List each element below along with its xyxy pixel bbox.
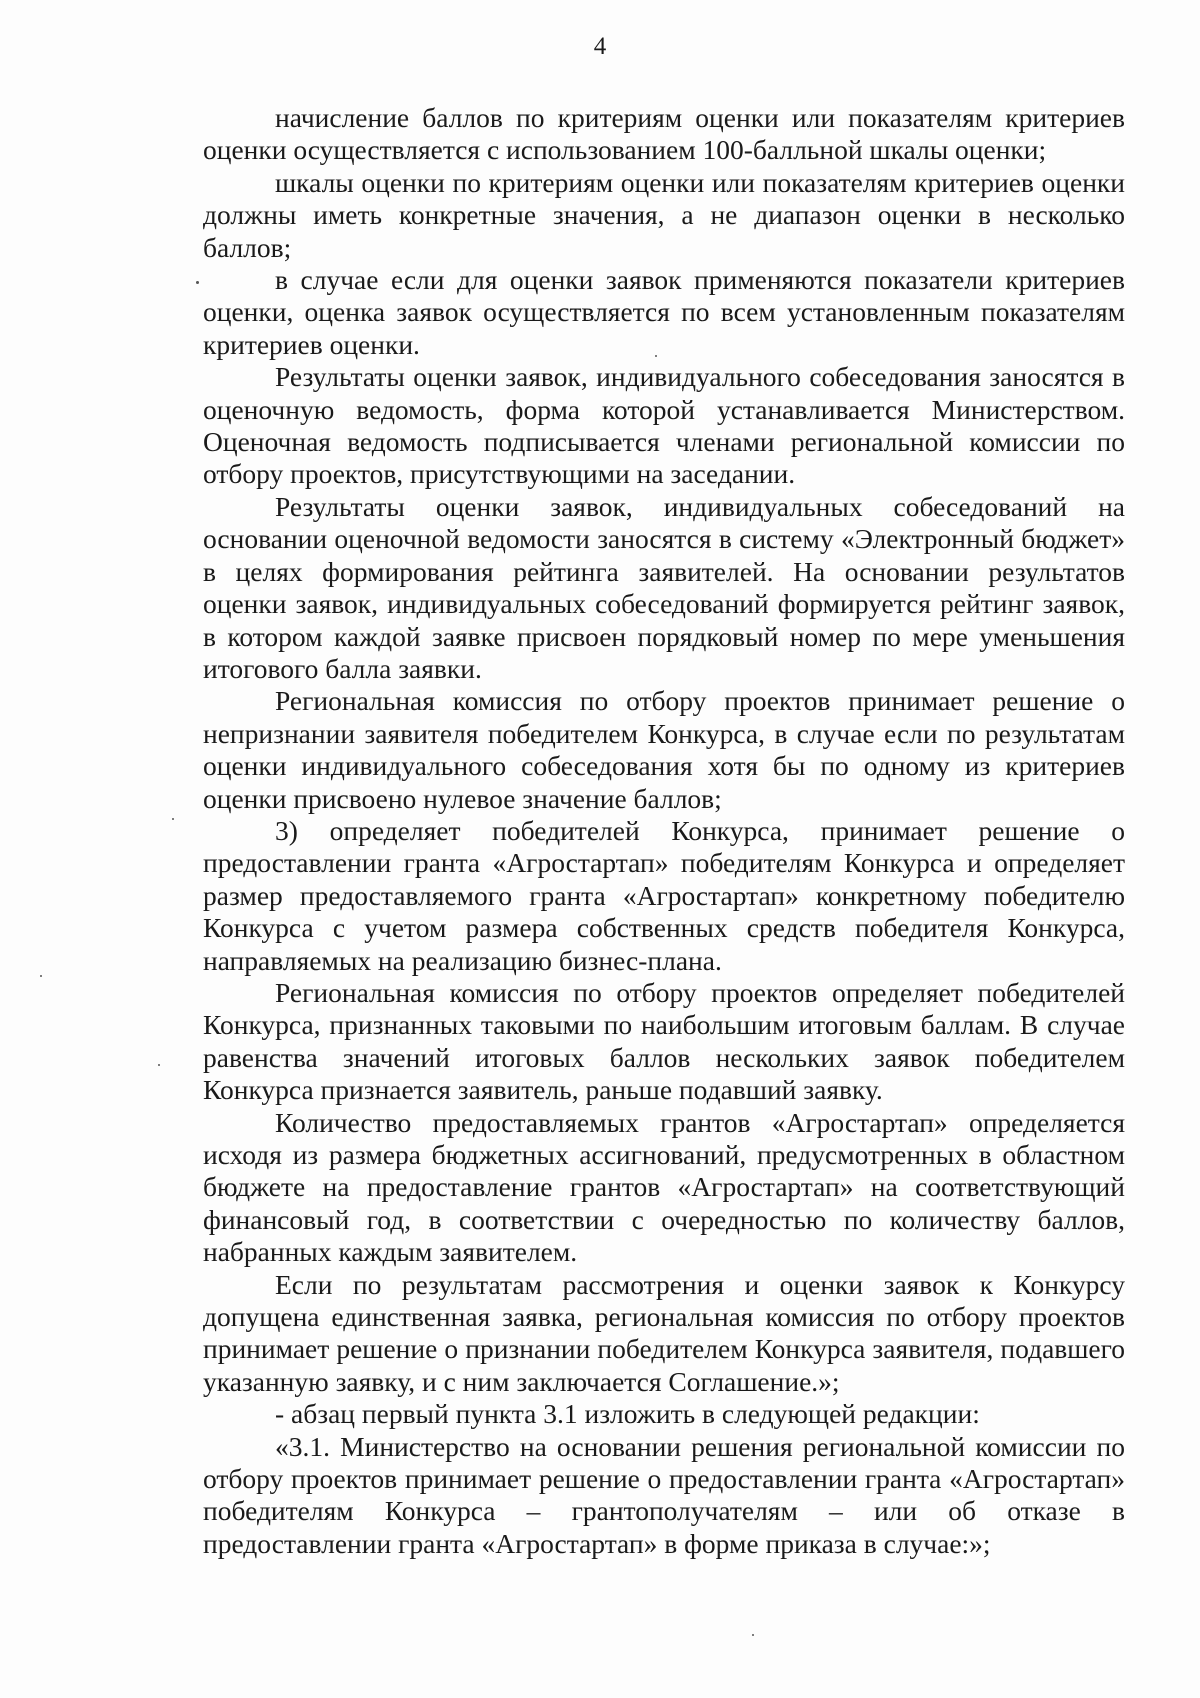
page-number: 4 xyxy=(593,33,607,60)
document-body xyxy=(203,102,1125,1560)
paragraph-scale-values: шкалы оценки по критериям оценки или показателям критериев оценки должны иметь конкретные значения, а не диапазон оценки в несколько баллов; xyxy=(203,166,1125,263)
scan-speck xyxy=(172,818,174,820)
scan-speck xyxy=(752,1634,754,1636)
paragraph-single-application: Если по результатам рассмотрения и оценки заявок к Конкурсу допущена единственная заявка, региональная комиссия по отбору проектов принимает решение о признании победителем Конкурса заявителя, подавшего указанную заявку, и с ним заключается Соглашение.»; xyxy=(203,1268,1125,1397)
scan-speck xyxy=(40,975,42,977)
scan-speck xyxy=(196,281,199,284)
paragraph-section-3-1: «3.1. Министерство на основании решения региональной комиссии по отбору проектов принимает решение о предоставлении гранта «Агростартап» победителям Конкурса – грантополучателям – или об отказе в предоставлении гранта «Агростартап» в форме приказа в случае:»; xyxy=(203,1430,1125,1559)
paragraph-amendment-intro: - абзац первый пункта 3.1 изложить в следующей редакции: xyxy=(275,1398,980,1430)
paragraph-rating: Результаты оценки заявок, индивидуальных собеседований на основании оценочной ведомости заносятся в систему «Электронный бюджет» в целях формирования рейтинга заявителей. На основании результатов оценки заявок, индивидуальных собеседований формируется рейтинг заявок, в котором каждой заявке присвоен порядковый номер по мере уменьшения итогового балла заявки. xyxy=(203,490,1125,684)
scan-speck xyxy=(158,1064,160,1066)
paragraph-winners-by-score: Региональная комиссия по отбору проектов определяет победителей Конкурса, признанных таковыми по наибольшим итоговым баллам. В случае равенства значений итоговых баллов нескольких заявок победителем Конкурса признается заявитель, раньше подавший заявку. xyxy=(203,976,1125,1106)
paragraph-determine-winners: 3) определяет победителей Конкурса, принимает решение о предоставлении гранта «Агростартап» победителям Конкурса и определяет размер предоставляемого гранта «Агростартап» конкретному победителю Конкурса с учетом размера собственных средств победителя Конкурса, направляемых на реализацию бизнес-плана. xyxy=(203,814,1125,976)
paragraph-non-recognition: Региональная комиссия по отбору проектов принимает решение о непризнании заявителя победителем Конкурса, в случае если по результатам оценки индивидуального собеседования хотя бы по одному из критериев оценки присвоено нулевое значение баллов; xyxy=(203,685,1125,814)
paragraph-indicators: в случае если для оценки заявок применяются показатели критериев оценки, оценка заявок осуществляется по всем установленным показателям критериев оценки. xyxy=(203,264,1125,360)
scan-speck xyxy=(655,355,657,357)
paragraph-scoring-scale: начисление баллов по критериям оценки или показателям критериев оценки осуществляется с использованием 100-балльной шкалы оценки; xyxy=(203,102,1125,166)
paragraph-evaluation-sheet: Результаты оценки заявок, индивидуального собеседования заносятся в оценочную ведомость, форма которой устанавливается Министерством. Оценочная ведомость подписывается членами региональной комиссии по отбору проектов, присутствующими на заседании. xyxy=(203,361,1125,490)
paragraph-grant-count: Количество предоставляемых грантов «Агростартап» определяется исходя из размера бюджетных ассигнований, предусмотренных в областном бюджете на предоставление грантов «Агростартап» на соответствующий финансовый год, в соответствии с очередностью по количеству баллов, набранных каждым заявителем. xyxy=(203,1106,1125,1268)
